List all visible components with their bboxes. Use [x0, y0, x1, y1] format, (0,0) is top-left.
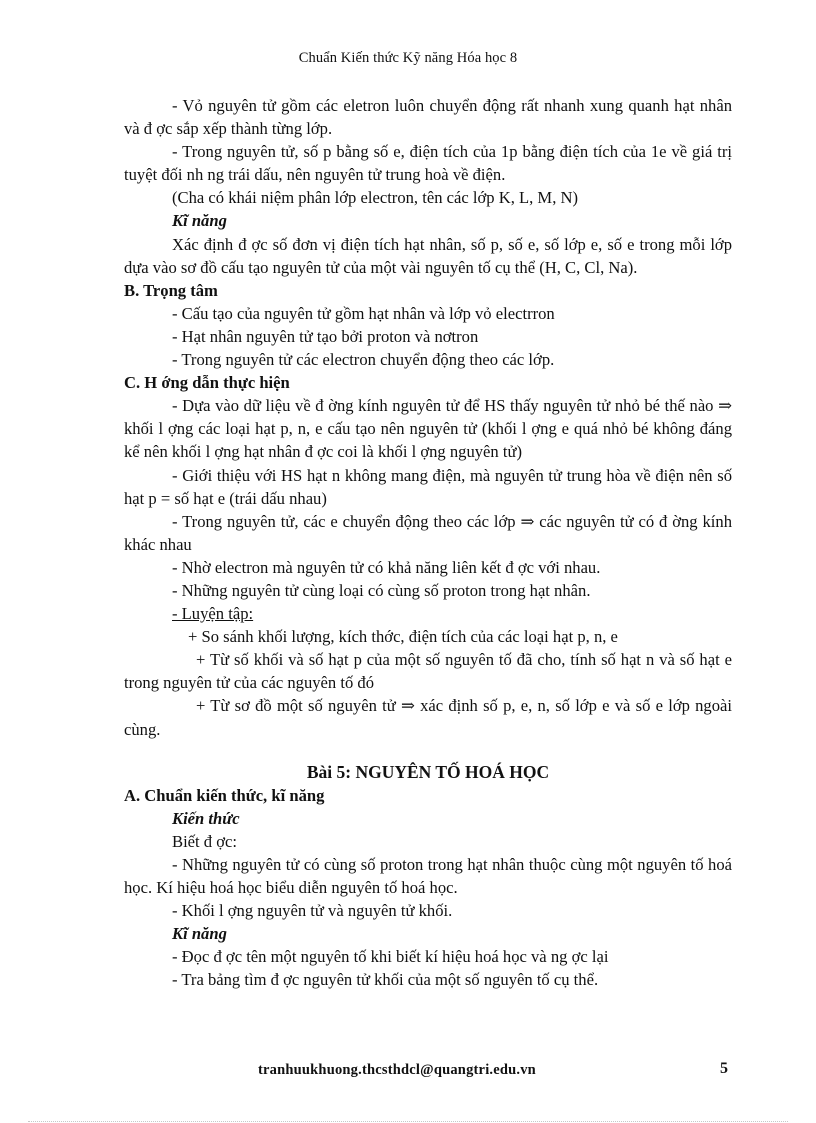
practice-item: + Từ số khối và số hạt p của một số nguyên tố đã cho, tính số hạt n và số hạt e trong nguyên tử của các nguyên tố đó	[124, 650, 732, 693]
section-b-heading: B. Trọng tâm	[124, 280, 218, 300]
lesson-number: Bài 5:	[306, 761, 352, 782]
paragraph: - Nhờ electron mà nguyên tử có khả năng liên kết đ ợc với nhau.	[172, 557, 601, 577]
list-item: - Cấu tạo của nguyên tử gồm hạt nhân và lớp vỏ electrron	[172, 303, 555, 323]
paragraph: - Khối l ợng nguyên tử và nguyên tử khối.	[172, 901, 453, 921]
paragraph: Xác định đ ợc số đơn vị điện tích hạt nhân, số p, số e, số lớp e, số e trong mỗi lớp dựa vào sơ đồ cấu tạo nguyên tử của một vài nguyên tố cụ thể (H, C, Cl, Na).	[124, 234, 732, 277]
list-item: - Trong nguyên tử các electron chuyển động theo các lớp.	[172, 350, 555, 370]
paragraph: - Trong nguyên tử, các e chuyển động theo các lớp ⇒ các nguyên tử có đ ờng kính khác nhau	[124, 511, 732, 554]
page-bottom-divider	[28, 1121, 788, 1122]
practice-item: + Từ sơ đồ một số nguyên tử ⇒ xác định số p, e, n, số lớp e và số e lớp ngoài cùng.	[124, 696, 732, 739]
page-number: 5	[720, 1060, 728, 1077]
paragraph: - Những nguyên tử cùng loại có cùng số proton trong hạt nhân.	[172, 580, 591, 600]
lesson-title	[124, 761, 732, 784]
footer-email: tranhuukhuong.thcsthdcl@quangtri.edu.vn	[258, 1062, 536, 1078]
paragraph: - Tra bảng tìm đ ợc nguyên tử khối của một số nguyên tố cụ thể.	[172, 970, 599, 990]
paragraph: - Những nguyên tử có cùng số proton trong hạt nhân thuộc cùng một nguyên tố hoá học. Kí hiệu hoá học biểu diễn nguyên tố hoá học.	[124, 855, 732, 898]
paragraph: - Đọc đ ợc tên một nguyên tố khi biết kí hiệu hoá học và ng ợc lại	[172, 947, 609, 967]
practice-item: + So sánh khối lượng, kích thớc, điện tích của các loại hạt p, n, e	[188, 627, 618, 647]
skills-heading: Kĩ năng	[172, 924, 227, 944]
list-item: - Hạt nhân nguyên tử tạo bởi proton và nơtron	[172, 326, 479, 346]
paragraph: - Dựa vào dữ liệu về đ ờng kính nguyên tử để HS thấy nguyên tử nhỏ bé thế nào ⇒ khối l ợng các loại hạt p, n, e cấu tạo nên nguyên tử (khối l ợng e quá nhỏ bé không đáng kể nên khối l ợng hạt nhân đ ợc coi là khối l ợng nguyên tử)	[124, 396, 732, 462]
paragraph: - Giới thiệu với HS hạt n không mang điện, mà nguyên tử trung hòa về điện nên số hạt p = số hạt e (trái dấu nhau)	[124, 465, 732, 508]
knowledge-heading: Kiến thức	[172, 808, 240, 828]
paragraph: - Vỏ nguyên tử gồm các eletron luôn chuyển động rất nhanh xung quanh hạt nhân và đ ợc sắp xếp thành từng lớp.	[124, 96, 732, 139]
paragraph: Biết đ ợc:	[172, 831, 237, 851]
section-c-heading: C. H ớng dẫn thực hiện	[124, 373, 290, 393]
practice-label-text: - Luyện tập:	[172, 604, 254, 624]
page-header: Chuẩn Kiến thức Kỹ năng Hóa học 8	[298, 50, 518, 66]
page-content	[124, 94, 732, 992]
lesson-name: NGUYÊN TỐ HOÁ HỌC	[355, 761, 550, 782]
paragraph: - Trong nguyên tử, số p bằng số e, điện tích của 1p bằng điện tích của 1e về giá trị tuyệt đối nh ng trái dấu, nên nguyên tử trung hoà về điện.	[124, 142, 732, 185]
note-paragraph: (Cha có khái niệm phân lớp electron, tên các lớp K, L, M, N)	[172, 188, 578, 208]
practice-label	[124, 602, 732, 625]
skills-heading: Kĩ năng	[172, 211, 227, 231]
lesson-section-a-heading: A. Chuẩn kiến thức, kĩ năng	[124, 785, 325, 805]
